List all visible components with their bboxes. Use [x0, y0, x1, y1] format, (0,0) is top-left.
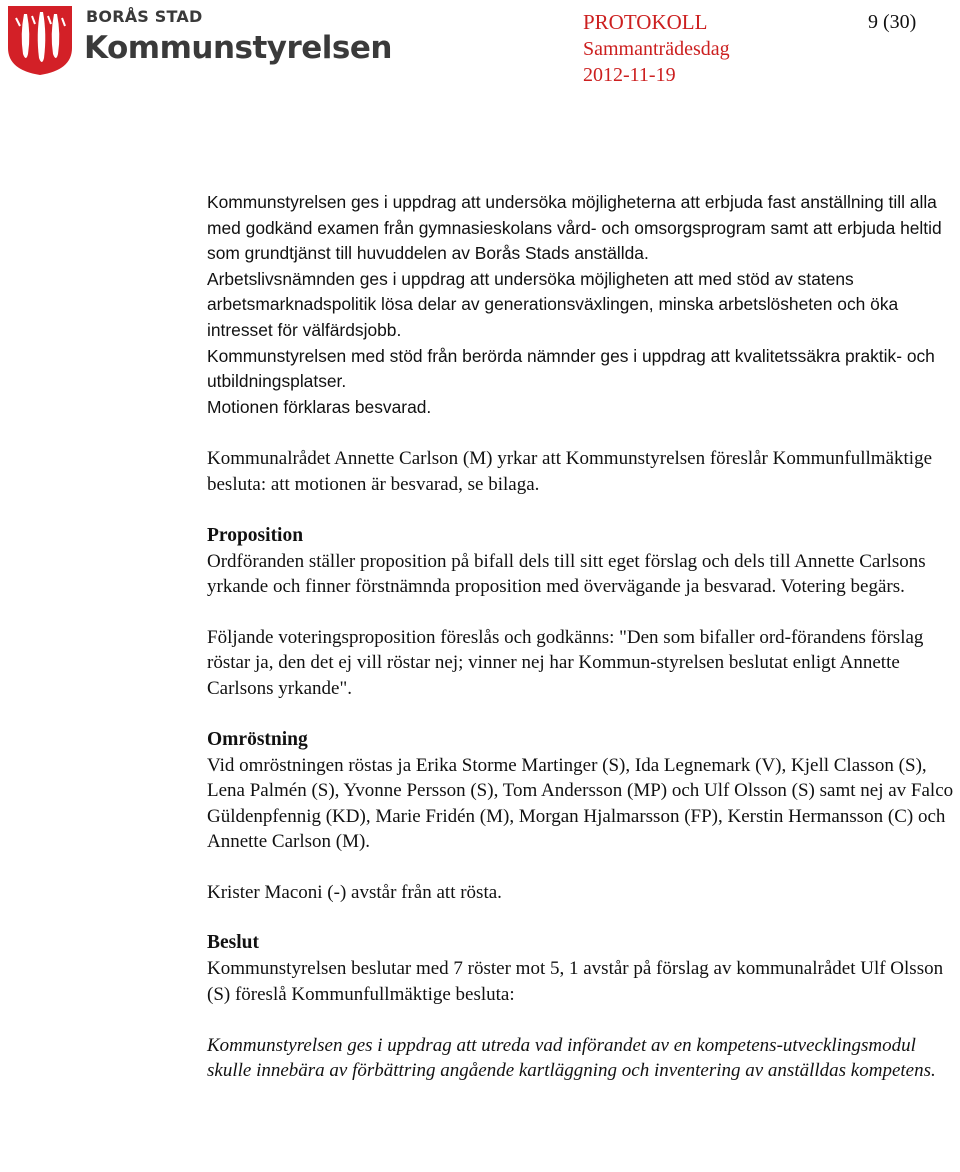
- document-body: [207, 190, 955, 1084]
- proposition-paragraph: Ordföranden ställer proposition på bifall dels till sitt eget förslag och dels till Annette Carlsons yrkande och finner förstnämnda proposition med övervägande ja besvarad. Votering begärs.: [207, 550, 926, 598]
- coat-of-arms-icon: [6, 4, 76, 76]
- meeting-date: 2012-11-19: [583, 64, 676, 86]
- votering-paragraph: Följande voteringsproposition föreslås och godkänns: "Den som bifaller ord-förandens förslag röstar ja, den det ej vill röstar nej; vinner nej har Kommun-styrelsen beslutat enligt Annette Carlsons yrkande".: [207, 626, 924, 699]
- meeting-type-label: Sammanträdesdag: [583, 38, 730, 60]
- document-type: PROTOKOLL: [583, 10, 708, 34]
- beslut-paragraph: Kommunstyrelsen beslutar med 7 röster mot 5, 1 avstår på förslag av kommunalrådet Ulf Olsson (S) föreslå Kommunfullmäktige besluta:: [207, 958, 944, 1006]
- beslut-heading: Beslut: [207, 932, 260, 954]
- proposition-heading: Proposition: [207, 524, 304, 546]
- logo-organization-name: Kommunstyrelsen: [84, 30, 392, 66]
- page-header: [0, 0, 960, 100]
- beslut-decision-text: Kommunstyrelsen ges i uppdrag att utreda vad införandet av en kompetens-utvecklingsmodul skulle innebära av förbättring angående kartläggning och inventering av anställdas kompetens.: [207, 1034, 936, 1082]
- motion-paragraph: Kommunstyrelsen ges i uppdrag att undersöka möjligheterna att erbjuda fast anställning till alla med godkänd examen från gymnasieskolans vård- och omsorgsprogram samt att erbjuda heltid som grundtjänst till huvuddelen av Borås Stads anställda.: [207, 192, 942, 264]
- omrostning-heading: Omröstning: [207, 728, 308, 750]
- motion-paragraph: Motionen förklaras besvarad.: [207, 396, 432, 417]
- logo-city-name: BORÅS STAD: [86, 7, 203, 26]
- avstar-paragraph: Krister Maconi (-) avstår från att rösta.: [207, 881, 502, 903]
- omrostning-paragraph: Vid omröstningen röstas ja Erika Storme Martinger (S), Ida Legnemark (V), Kjell Classon (S), Lena Palmén (S), Yvonne Persson (S), Tom Andersson (MP) och Ulf Olsson (S) samt nej av Falco Güldenpfennig (KD), Marie Fridén (M), Morgan Hjalmarsson (FP), Kerstin Hermansson (C) och Annette Carlson (M).: [207, 754, 954, 853]
- motion-paragraph: Kommunstyrelsen med stöd från berörda nämnder ges i uppdrag att kvalitetssäkra praktik- och utbildningsplatser.: [207, 345, 935, 392]
- yrkande-paragraph: Kommunalrådet Annette Carlson (M) yrkar att Kommunstyrelsen föreslår Kommunfullmäktige besluta: att motionen är besvarad, se bilaga.: [207, 448, 932, 495]
- motion-paragraph: Arbetslivsnämnden ges i uppdrag att undersöka möjligheten att med stöd av statens arbetsmarknadspolitik lösa delar av generationsväxlingen, minska arbetslösheten och öka intresset för välfärdsjobb.: [207, 268, 899, 340]
- boras-stad-logo: [6, 4, 392, 80]
- page-number: 9 (30): [868, 11, 917, 33]
